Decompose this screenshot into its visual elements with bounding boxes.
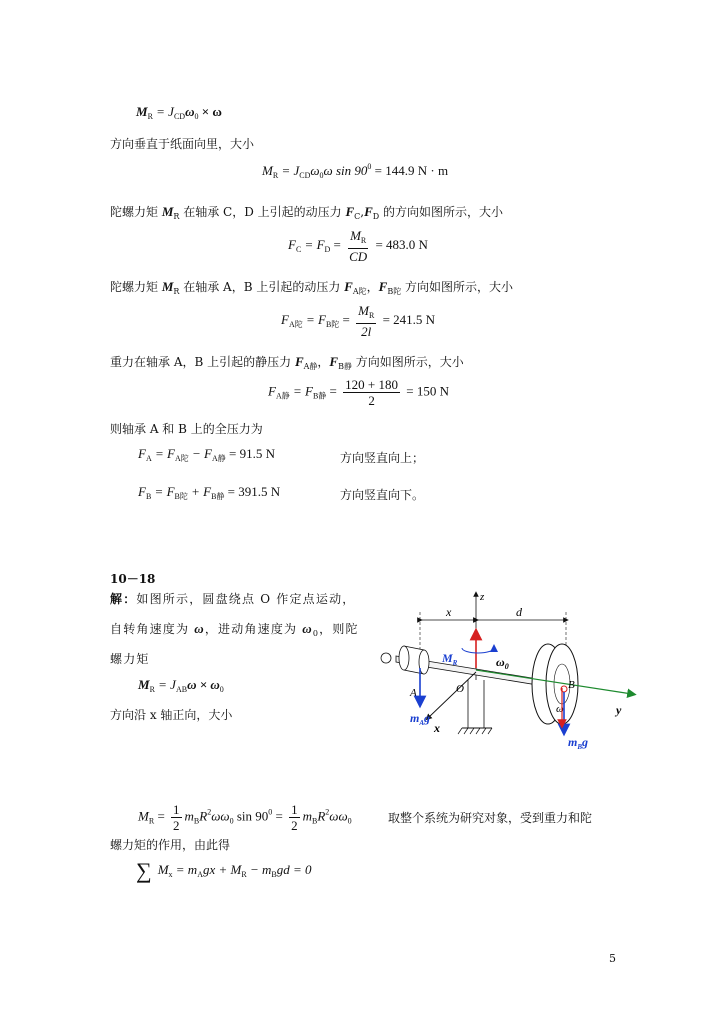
label-omega: ω xyxy=(556,703,564,715)
formula-mr-value: $M_R = J_{CD}\omega_0\omega$ $\sin 90^0 = 144.9$ N · m xyxy=(262,162,449,180)
text-gyro-cd: 陀螺力矩 $M_R$ 在轴承 C，D 上引起的动压力 $F_C,F_D$ 的方向如图所示，大小 xyxy=(110,204,504,221)
text-direction-into-page: 方向垂直于纸面向里，大小 xyxy=(110,137,255,151)
label-z: z xyxy=(480,591,485,603)
label-omega0: $\omega_0$ xyxy=(496,655,509,671)
formula-fc-fd: $F_C = F_D$ = $\frac{M_R}{CD}$ = 483.0 N xyxy=(288,228,428,264)
text-static-pressure: 重力在轴承 A，B 上引起的静压力 $F_{A静}$，$F_{B静}$ 方向如图所示，大小 xyxy=(110,354,464,371)
label-a: A xyxy=(410,687,417,699)
label-mbg: $m_Bg$ xyxy=(568,735,589,751)
label-mr: $M_R$ xyxy=(442,651,458,667)
solution-line-3: 螺力矩 xyxy=(110,652,150,666)
solution-line-1: 解：如图所示，圆盘绕点 O 作定点运动， xyxy=(110,592,356,606)
formula-fa-fb-static: $F_{A静} = F_{B静}$ = $\frac{120 + 180}{2}$ = 150 N xyxy=(268,377,449,408)
label-b: B xyxy=(568,679,575,691)
label-y: y xyxy=(616,703,622,717)
note-fb-direction: 方向竖直向下。 xyxy=(340,488,425,502)
formula-fa-total: $F_A = F_{A陀} - F_{A静} = 91.5$ N xyxy=(138,446,275,463)
page-number: 5 xyxy=(609,952,616,965)
formula-fb-total: $F_B = F_{B陀} + F_{B静} = 391.5$ N xyxy=(138,484,281,501)
label-o: O xyxy=(456,683,464,695)
formula-mr-final: $M_R$ = $\frac{1}{2}$ $m_BR^2\omega\omega_0$ $\sin 90^0$ = $\frac{1}{2}$ $m_BR^2\omega\omega_0$ xyxy=(138,802,352,833)
note-fa-direction: 方向竖直向上； xyxy=(340,451,425,465)
support-post xyxy=(468,680,484,728)
text-total-pressure-intro: 则轴承 A 和 B 上的全压力为 xyxy=(110,422,263,436)
text-whole-system: 取整个系统为研究对象，受到重力和陀 xyxy=(388,811,593,825)
label-x-axis: x xyxy=(434,721,440,735)
precession-arrow xyxy=(462,648,494,653)
solution-line-2: 自转角速度为 ω，进动角速度为 $\omega_0$，则陀 xyxy=(110,621,359,638)
label-x-dim: x xyxy=(446,605,452,619)
formula-mr-ab: $M_R = J_{AB}\omega \times \omega_0$ xyxy=(138,677,224,694)
text-direction-x: 方向沿 x 轴正向，大小 xyxy=(110,708,233,722)
gyroscope-figure xyxy=(376,588,640,760)
label-mag: $m_Ag$ xyxy=(410,711,431,727)
problem-number: 10－18 xyxy=(110,572,156,586)
formula-mr-vector: $M_R = J_{CD}\omega_0 \times \omega$ xyxy=(136,104,222,121)
formula-sum-mx: ∑ $M_x = m_Agx + M_R - m_Bgd = 0$ xyxy=(136,858,312,883)
text-gyro-action: 螺力矩的作用，由此得 xyxy=(110,838,231,852)
label-d: d xyxy=(516,605,522,619)
text-gyro-ab: 陀螺力矩 $M_R$ 在轴承 A，B 上引起的动压力 $F_{A陀}$，$F_{B陀}$ 方向如图所示，大小 xyxy=(110,279,514,296)
formula-fa-fb-gyro: $F_{A陀} = F_{B陀}$ = $\frac{M_R}{2l}$ = 241.5 N xyxy=(281,303,436,339)
